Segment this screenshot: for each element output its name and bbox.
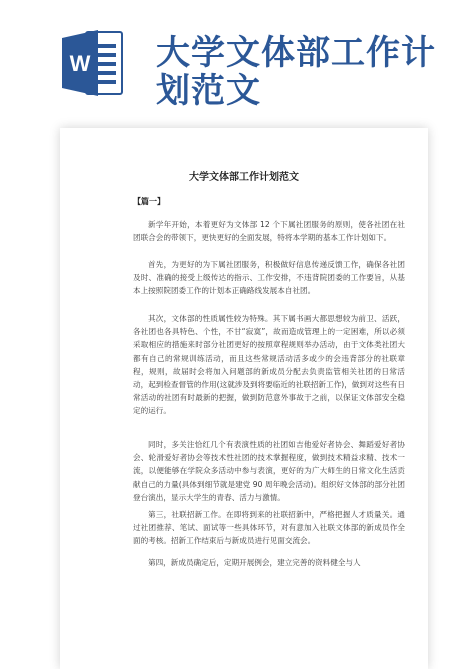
paragraph-2: 首先，为更好的为下属社团服务，积极做好信息传递反馈工作，确保各社团及时、准确的接受上级传达的指示、工作安排，不违背院团委的工作要旨，从基本上按照院团委工作的计划本正确路线发展本自社团。 <box>133 260 405 296</box>
paragraph-6: 第四，新成员确定后，定期开展例会，建立完善的资料健全与人 <box>148 558 361 567</box>
banner-title: 大学文体部工作计划范文 <box>156 33 436 111</box>
document-title: 大学文体部工作计划范文 <box>189 172 299 183</box>
paragraph-3: 其次，文体部的性质属性较为特殊。其下属书画大都思想较为前卫、活跃，各社团也各具特色、个性，不甘“寂寞”，故而造成管理上的一定困难，所以必须采取相应的措施来时部分社团更好的按照章程规则举办活动，由于文体类社团大都有自己的常规训练活动，而且这些常规活动活多或少的会违背部分的社联章程，规则，故届时会将加入问题部的新成员分配去负责监管相关社团的日常活动，起到检查督管的作用(这就涉及到将要临近的社联招新工作)，做到对这些有日常活动的社团有时最新的把握，做到防范意外事故于之前，以保证文体部安全稳定的运行。 <box>133 314 405 416</box>
section-label: 【篇一】 <box>133 197 165 206</box>
word-document-icon <box>62 28 124 98</box>
paragraph-4: 同时，多关注恰红几个有表演性质的社团如吉他爱好者协会、舞蹈爱好者协会、轮滑爱好者协会等技术性社团的技术掌握程度，做到技术精益求精、技术一流，以便能够在学院众多活动中参与表演，更好的为广大师生的日常文化生活贡献自己的力量(具体到细节就是建党 90 周年晚会活动)。组织好文体部的部分社团登台演出，显示大学生的青春、活力与激情。 <box>133 440 405 502</box>
paragraph-1: 新学年开始，本着更好为文体部 12 个下属社团服务的原则，使各社团在社团联合会的带领下，更快更好的全面发展，特将本学期的基本工作计划如下。 <box>133 220 405 243</box>
svg-text:W: W <box>69 51 91 76</box>
document-page <box>60 128 428 669</box>
paragraph-5: 第三，社联招新工作。在即将到来的社联招新中，严格把握人才质量关。通过社团推荐、笔试、面试等一些具体环节，对有意加入社联文体部的新成员作全面的考核。招新工作结束后与新成员进行见面交流会。 <box>133 510 405 546</box>
